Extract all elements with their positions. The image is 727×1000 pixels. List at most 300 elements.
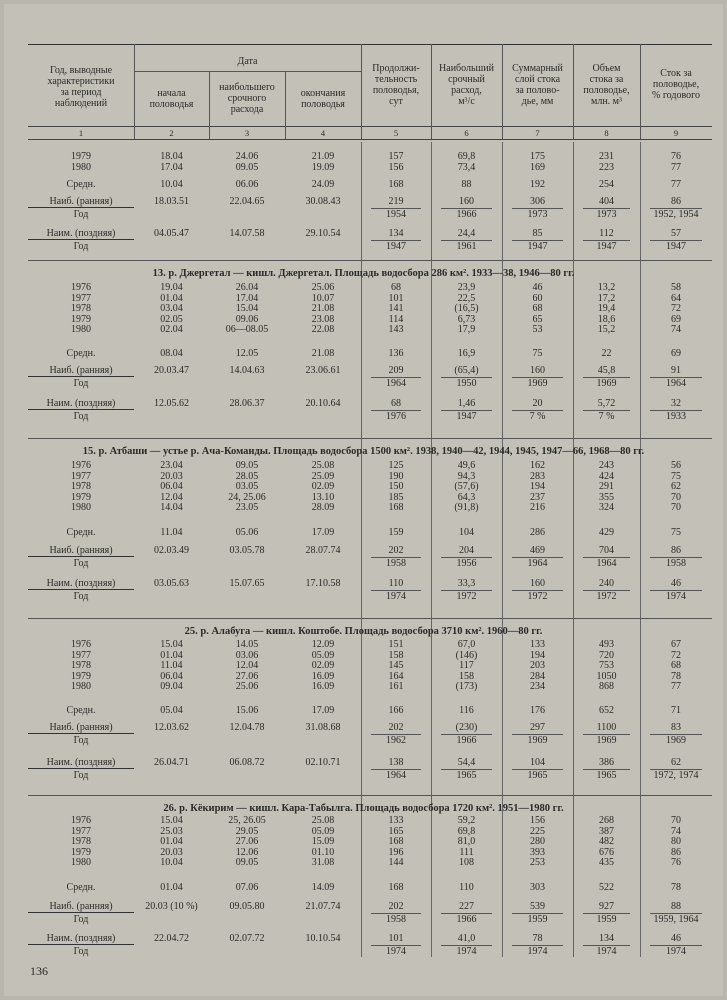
table-cell: 868 bbox=[599, 681, 614, 692]
table-cell: 68 bbox=[671, 660, 681, 671]
max-year: 1956 bbox=[456, 558, 477, 569]
table-cell: 29.05 bbox=[235, 825, 259, 837]
table-cell: 25.08 bbox=[311, 815, 335, 826]
table-cell: 15.04 bbox=[160, 815, 183, 826]
max-value: 91 bbox=[671, 365, 681, 376]
table-cell: 01.10 bbox=[311, 846, 335, 858]
section-title: 25. р. Алабуга — кишл. Коштобе. Площадь водосбора 3710 км². 1960—80 гг. bbox=[184, 626, 543, 637]
max-value-rule bbox=[512, 557, 563, 558]
min-value: 54,4 bbox=[457, 757, 476, 768]
max-value-rule bbox=[650, 913, 702, 914]
max-value: 202 bbox=[388, 901, 404, 912]
table-cell: 31.08 bbox=[311, 857, 335, 868]
min-value-rule bbox=[441, 240, 492, 241]
min-year: 1976 bbox=[386, 411, 406, 422]
max-value: 219 bbox=[388, 196, 404, 207]
max-year: 1966 bbox=[456, 735, 477, 746]
table-cell: 01.04 bbox=[160, 292, 183, 304]
max-value: 204 bbox=[459, 545, 474, 556]
section-title: 15. р. Атбаши — устье р. Ача-Команды. Площадь водосбора 1500 км². 1938, 1940—42, 1944, 1945, 1947—66, 1968—80 гг. bbox=[82, 446, 645, 457]
table-cell: 20.03 bbox=[160, 846, 183, 858]
table-cell: 143 bbox=[388, 324, 404, 335]
table-cell: 133 bbox=[530, 639, 545, 650]
mean-cell: 12.05 bbox=[235, 348, 259, 359]
table-cell: 28.05 bbox=[235, 470, 259, 482]
min-label: Наим. (поздняя) bbox=[28, 399, 134, 410]
max-label: Наиб. (ранняя) bbox=[28, 546, 134, 557]
max-value: 539 bbox=[530, 901, 545, 912]
mean-cell: 88 bbox=[461, 179, 472, 190]
max-year: 1958 bbox=[666, 558, 686, 569]
table-cell: (16,5) bbox=[454, 303, 479, 314]
year-label: Год bbox=[73, 735, 89, 746]
table-cell: 76 bbox=[671, 151, 681, 162]
date-group-rule bbox=[134, 71, 361, 72]
mean-label: Средн. bbox=[66, 348, 96, 359]
min-year: 1947 bbox=[527, 241, 548, 252]
table-cell: 86 bbox=[671, 846, 681, 858]
table-cell: 02.05 bbox=[160, 313, 183, 325]
table-cell: 150 bbox=[388, 481, 404, 492]
mean-cell: 136 bbox=[388, 348, 404, 359]
table-cell: 175 bbox=[530, 151, 545, 162]
table-cell: 09.04 bbox=[160, 681, 183, 692]
year-label: Год bbox=[73, 914, 89, 925]
mean-cell: 75 bbox=[671, 527, 681, 538]
section-rule bbox=[28, 618, 712, 619]
min-value: 24,4 bbox=[457, 228, 476, 239]
table-cell: 141 bbox=[388, 303, 404, 314]
max-value-rule bbox=[371, 557, 421, 558]
max-value: 202 bbox=[388, 722, 404, 733]
table-cell: 19.04 bbox=[160, 282, 183, 293]
table-cell: 94,3 bbox=[457, 470, 476, 482]
table-cell: 387 bbox=[599, 825, 614, 837]
mean-cell: 71 bbox=[671, 705, 681, 716]
table-cell: 216 bbox=[530, 502, 545, 513]
table-cell: 67,0 bbox=[457, 639, 476, 650]
table-cell: 25.03 bbox=[160, 825, 183, 837]
mean-cell: 06.06 bbox=[235, 179, 259, 190]
min-value: 134 bbox=[599, 933, 614, 944]
max-label: Наиб. (ранняя) bbox=[28, 197, 134, 208]
table-cell: 25.09 bbox=[311, 470, 335, 482]
table-cell: 65 bbox=[532, 313, 543, 325]
min-label: Наим. (поздняя) bbox=[28, 934, 134, 945]
min-value: 104 bbox=[530, 757, 545, 768]
table-cell: 05.09 bbox=[311, 649, 335, 661]
year-label: Год bbox=[73, 770, 89, 781]
mean-cell: 17.09 bbox=[311, 705, 335, 716]
min-value-rule bbox=[650, 240, 702, 241]
max-value-rule bbox=[512, 377, 563, 378]
table-cell: 234 bbox=[530, 681, 545, 692]
max-date-end: 23.06.61 bbox=[305, 365, 341, 376]
header-col4: окончания половодья bbox=[300, 88, 346, 110]
year-label: 1977 bbox=[71, 292, 91, 304]
table-cell: 225 bbox=[530, 825, 545, 837]
max-value-rule bbox=[441, 557, 492, 558]
table-cell: 25.08 bbox=[311, 460, 335, 471]
table-cell: 231 bbox=[599, 151, 614, 162]
table-cell: 268 bbox=[599, 815, 614, 826]
min-date-start: 04.05.47 bbox=[154, 228, 189, 239]
header-col9: Сток за половодье, % годового bbox=[652, 68, 700, 101]
table-cell: 27.06 bbox=[235, 836, 259, 847]
mean-cell: 168 bbox=[388, 179, 404, 190]
min-date-end: 10.10.54 bbox=[305, 933, 341, 944]
table-cell: 72 bbox=[671, 303, 681, 314]
max-year: 1964 bbox=[666, 378, 686, 389]
max-value-rule bbox=[371, 913, 421, 914]
table-cell: 162 bbox=[530, 460, 545, 471]
table-cell: 424 bbox=[599, 470, 614, 482]
min-value: 62 bbox=[671, 757, 681, 768]
min-date-end: 02.10.71 bbox=[305, 757, 341, 768]
table-cell: 283 bbox=[530, 470, 545, 482]
min-value-rule bbox=[441, 590, 492, 591]
table-cell: 253 bbox=[530, 857, 545, 868]
year-label: 1976 bbox=[71, 460, 91, 471]
table-cell: 158 bbox=[388, 649, 404, 661]
table-cell: 18.04 bbox=[160, 151, 183, 162]
max-value-rule bbox=[650, 377, 702, 378]
mean-cell: 116 bbox=[459, 705, 474, 716]
table-cell: 435 bbox=[599, 857, 614, 868]
min-date-peak: 14.07.58 bbox=[229, 228, 265, 239]
table-cell: 23.04 bbox=[160, 460, 183, 471]
min-date-start: 12.05.62 bbox=[154, 398, 189, 409]
max-value: 88 bbox=[671, 901, 681, 912]
min-year: 1972 bbox=[596, 591, 617, 602]
min-value: 160 bbox=[530, 578, 545, 589]
mean-cell: 69 bbox=[671, 348, 681, 359]
table-cell: 117 bbox=[459, 660, 474, 671]
min-date-start: 26.04.71 bbox=[154, 757, 189, 768]
table-cell: 144 bbox=[388, 857, 404, 868]
table-cell: 46 bbox=[532, 282, 543, 293]
min-date-peak: 06.08.72 bbox=[229, 757, 265, 768]
column-number: 3 bbox=[244, 128, 250, 138]
max-value-rule bbox=[512, 734, 563, 735]
table-cell: 753 bbox=[599, 660, 614, 671]
year-label: 1980 bbox=[71, 162, 91, 173]
table-cell: 158 bbox=[459, 670, 474, 682]
mean-cell: 21.08 bbox=[311, 348, 335, 359]
year-label: 1979 bbox=[71, 491, 91, 503]
min-value-rule bbox=[371, 590, 421, 591]
table-cell: 22.08 bbox=[311, 324, 335, 335]
mean-label: Средн. bbox=[66, 705, 96, 716]
table-cell: 06.04 bbox=[160, 481, 183, 492]
min-year: 1972 bbox=[456, 591, 477, 602]
max-year: 1959 bbox=[527, 914, 548, 925]
header-col5: Продолжи- тельность половодья, сут bbox=[372, 63, 420, 107]
max-year: 1954 bbox=[386, 209, 406, 220]
section-title: 13. р. Джергетал — кишл. Джергетал. Площадь водосбора 286 км². 1933—38, 1946—80 гг. bbox=[152, 268, 575, 279]
max-date-start: 20.03.47 bbox=[154, 365, 189, 376]
min-value-rule bbox=[441, 945, 492, 946]
table-cell: (173) bbox=[455, 681, 478, 692]
min-value-rule bbox=[583, 240, 630, 241]
mean-label: Средн. bbox=[66, 527, 96, 538]
max-value: 160 bbox=[459, 196, 474, 207]
table-cell: 23,9 bbox=[457, 282, 476, 293]
max-value-rule bbox=[583, 557, 630, 558]
header-col2: начала половодья bbox=[149, 88, 194, 110]
min-value-rule bbox=[512, 410, 563, 411]
mean-cell: 176 bbox=[530, 705, 545, 716]
table-cell: 12.04 bbox=[235, 660, 259, 671]
min-year: 1974 bbox=[386, 946, 406, 957]
min-year: 1972 bbox=[527, 591, 548, 602]
max-value: (230) bbox=[455, 722, 478, 733]
min-year: 1965 bbox=[456, 770, 477, 781]
table-cell: 25.06 bbox=[235, 681, 259, 692]
year-label: 1980 bbox=[71, 857, 91, 868]
table-cell: 23.08 bbox=[311, 313, 335, 325]
header-bottom-rule bbox=[28, 126, 712, 127]
min-value-rule bbox=[441, 410, 492, 411]
max-date-peak: 03.05.78 bbox=[229, 545, 265, 556]
min-year: 1974 bbox=[527, 946, 548, 957]
min-year: 1974 bbox=[596, 946, 617, 957]
table-cell: 16.09 bbox=[311, 670, 335, 682]
year-label: 1980 bbox=[71, 681, 91, 692]
table-cell: 165 bbox=[388, 825, 404, 837]
table-cell: 114 bbox=[388, 313, 404, 325]
mean-cell: 08.04 bbox=[160, 348, 183, 359]
table-cell: 18,6 bbox=[597, 313, 616, 325]
max-year: 1973 bbox=[527, 209, 548, 220]
max-year: 1958 bbox=[386, 558, 406, 569]
table-cell: 168 bbox=[388, 502, 404, 513]
table-cell: 72 bbox=[671, 649, 681, 661]
table-cell: 28.09 bbox=[311, 502, 335, 513]
max-value: 704 bbox=[599, 545, 614, 556]
mean-cell: 22 bbox=[601, 348, 612, 359]
mean-cell: 16,9 bbox=[457, 348, 476, 359]
min-value-rule bbox=[441, 769, 492, 770]
max-date-start: 20.03 (10 %) bbox=[145, 901, 198, 912]
min-value-rule bbox=[650, 769, 702, 770]
table-cell: 482 bbox=[599, 836, 614, 847]
min-label: Наим. (поздняя) bbox=[28, 579, 134, 590]
column-number: 2 bbox=[169, 128, 174, 138]
table-cell: 09.05 bbox=[235, 162, 259, 173]
mean-cell: 15.06 bbox=[235, 705, 259, 716]
mean-cell: 17.09 bbox=[311, 527, 335, 538]
min-year: 1972, 1974 bbox=[653, 770, 699, 781]
mean-label: Средн. bbox=[66, 179, 96, 190]
min-year: 1947 bbox=[456, 411, 477, 422]
year-label: 1978 bbox=[71, 481, 91, 492]
mean-cell: 24.09 bbox=[311, 179, 335, 190]
mean-cell: 192 bbox=[530, 179, 545, 190]
min-value-rule bbox=[583, 945, 630, 946]
year-label: 1977 bbox=[71, 825, 91, 837]
max-year: 1973 bbox=[596, 209, 617, 220]
table-cell: 59,2 bbox=[457, 815, 476, 826]
min-year: 1933 bbox=[666, 411, 686, 422]
table-cell: 25.06 bbox=[311, 282, 335, 293]
year-label: 1978 bbox=[71, 660, 91, 671]
table-cell: 168 bbox=[388, 836, 404, 847]
year-label: Год bbox=[73, 378, 89, 389]
min-value: 68 bbox=[391, 398, 401, 409]
min-value: 57 bbox=[671, 228, 681, 239]
mean-cell: 11.04 bbox=[160, 527, 183, 538]
table-cell: 69 bbox=[671, 313, 681, 325]
min-year: 1974 bbox=[456, 946, 477, 957]
max-value-rule bbox=[650, 208, 702, 209]
header-col8: Объем стока за половодье, млн. м³ bbox=[583, 63, 630, 107]
table-cell: 70 bbox=[671, 491, 681, 503]
table-cell: 01.04 bbox=[160, 836, 183, 847]
max-value: (65,4) bbox=[454, 365, 479, 376]
table-cell: 203 bbox=[530, 660, 545, 671]
table-cell: 291 bbox=[599, 481, 614, 492]
max-value-rule bbox=[371, 377, 421, 378]
table-cell: 74 bbox=[671, 825, 681, 837]
table-cell: 03.06 bbox=[235, 649, 259, 661]
max-value: 469 bbox=[530, 545, 545, 556]
table-cell: 09.05 bbox=[235, 857, 259, 868]
table-cell: 23.05 bbox=[235, 502, 259, 513]
table-cell: 17.04 bbox=[160, 162, 183, 173]
column-number: 1 bbox=[78, 128, 84, 138]
max-value: 404 bbox=[599, 196, 614, 207]
table-top-rule bbox=[28, 44, 712, 45]
table-cell: 01.04 bbox=[160, 649, 183, 661]
table-cell: 493 bbox=[599, 639, 614, 650]
mean-cell: 75 bbox=[532, 348, 543, 359]
table-cell: 68 bbox=[532, 303, 543, 314]
max-value-rule bbox=[583, 734, 630, 735]
mean-cell: 110 bbox=[459, 882, 474, 893]
table-cell: 24, 25.06 bbox=[228, 491, 266, 503]
min-value: 110 bbox=[388, 578, 404, 589]
header-col1: Год, выводные характеристики за период наблюдений bbox=[47, 65, 115, 109]
min-value-rule bbox=[512, 240, 563, 241]
max-value: 227 bbox=[459, 901, 474, 912]
min-year: 1974 bbox=[666, 591, 686, 602]
table-cell: 69,8 bbox=[457, 151, 476, 162]
mean-cell: 652 bbox=[599, 705, 614, 716]
table-cell: 21.08 bbox=[311, 303, 335, 314]
table-cell: 06.04 bbox=[160, 670, 183, 682]
min-value: 112 bbox=[599, 228, 614, 239]
header-col6: Наибольший срочный расход, м³/с bbox=[439, 63, 494, 107]
max-value-rule bbox=[371, 208, 421, 209]
max-label: Наиб. (ранняя) bbox=[28, 366, 134, 377]
min-value: 1,46 bbox=[457, 398, 476, 409]
table-cell: 06—08.05 bbox=[225, 324, 269, 335]
table-cell: 69,8 bbox=[457, 825, 476, 837]
table-cell: 56 bbox=[671, 460, 681, 471]
max-year: 1950 bbox=[456, 378, 477, 389]
min-value-rule bbox=[583, 769, 630, 770]
max-value-rule bbox=[583, 208, 630, 209]
min-date-end: 20.10.64 bbox=[305, 398, 341, 409]
table-cell: 53 bbox=[532, 324, 543, 335]
table-cell: 60 bbox=[532, 292, 543, 304]
table-cell: 68 bbox=[391, 282, 401, 293]
table-cell: 78 bbox=[671, 670, 681, 682]
min-value-rule bbox=[650, 410, 702, 411]
table-cell: 22,5 bbox=[457, 292, 476, 304]
table-cell: 12.06 bbox=[235, 846, 259, 858]
table-cell: 156 bbox=[530, 815, 545, 826]
min-date-start: 03.05.63 bbox=[154, 578, 189, 589]
column-number-rule bbox=[28, 139, 712, 140]
min-value-rule bbox=[512, 945, 563, 946]
min-value-rule bbox=[650, 590, 702, 591]
max-value-rule bbox=[512, 208, 563, 209]
mean-cell: 77 bbox=[671, 179, 681, 190]
table-cell: 70 bbox=[671, 502, 681, 513]
table-cell: (146) bbox=[455, 649, 478, 661]
max-value-rule bbox=[583, 377, 630, 378]
table-cell: 80 bbox=[671, 836, 681, 847]
table-cell: 02.04 bbox=[160, 324, 183, 335]
header-col3: наибольшего срочного расхода bbox=[219, 82, 275, 115]
year-label: 1976 bbox=[71, 282, 91, 293]
max-date-end: 30.08.43 bbox=[305, 196, 341, 207]
max-value-rule bbox=[441, 734, 492, 735]
year-label: Год bbox=[73, 241, 89, 252]
mean-cell: 166 bbox=[388, 705, 404, 716]
mean-cell: 168 bbox=[388, 882, 404, 893]
max-date-end: 31.08.68 bbox=[305, 722, 341, 733]
year-label: 1980 bbox=[71, 502, 91, 513]
max-value: 297 bbox=[530, 722, 545, 733]
mean-cell: 07.06 bbox=[235, 882, 259, 893]
table-cell: 284 bbox=[530, 670, 545, 682]
year-label: 1980 bbox=[71, 324, 91, 335]
min-value: 386 bbox=[599, 757, 614, 768]
table-cell: 13.10 bbox=[311, 491, 335, 503]
mean-label: Средн. bbox=[66, 882, 96, 893]
min-year: 1947 bbox=[596, 241, 617, 252]
table-cell: 133 bbox=[388, 815, 404, 826]
table-cell: 111 bbox=[459, 846, 474, 858]
min-label: Наим. (поздняя) bbox=[28, 758, 134, 769]
table-cell: 17.04 bbox=[235, 292, 259, 304]
year-label: 1977 bbox=[71, 470, 91, 482]
year-label: 1977 bbox=[71, 649, 91, 661]
max-year: 1969 bbox=[666, 735, 686, 746]
min-value: 46 bbox=[671, 933, 681, 944]
max-date-start: 12.03.62 bbox=[154, 722, 189, 733]
max-date-peak: 22.04.65 bbox=[229, 196, 265, 207]
mean-cell: 78 bbox=[671, 882, 681, 893]
table-cell: 73,4 bbox=[457, 162, 476, 173]
min-value: 46 bbox=[671, 578, 681, 589]
column-number: 9 bbox=[673, 128, 679, 138]
max-date-peak: 12.04.78 bbox=[229, 722, 265, 733]
table-cell: 58 bbox=[671, 282, 681, 293]
table-cell: (57,6) bbox=[454, 481, 479, 492]
max-year: 1964 bbox=[386, 378, 406, 389]
table-cell: 14.04 bbox=[160, 502, 183, 513]
table-cell: 280 bbox=[530, 836, 545, 847]
year-label: 1976 bbox=[71, 815, 91, 826]
max-value: 86 bbox=[671, 545, 681, 556]
table-cell: 49,6 bbox=[457, 460, 476, 471]
min-value: 41,0 bbox=[457, 933, 476, 944]
table-cell: 169 bbox=[530, 162, 545, 173]
